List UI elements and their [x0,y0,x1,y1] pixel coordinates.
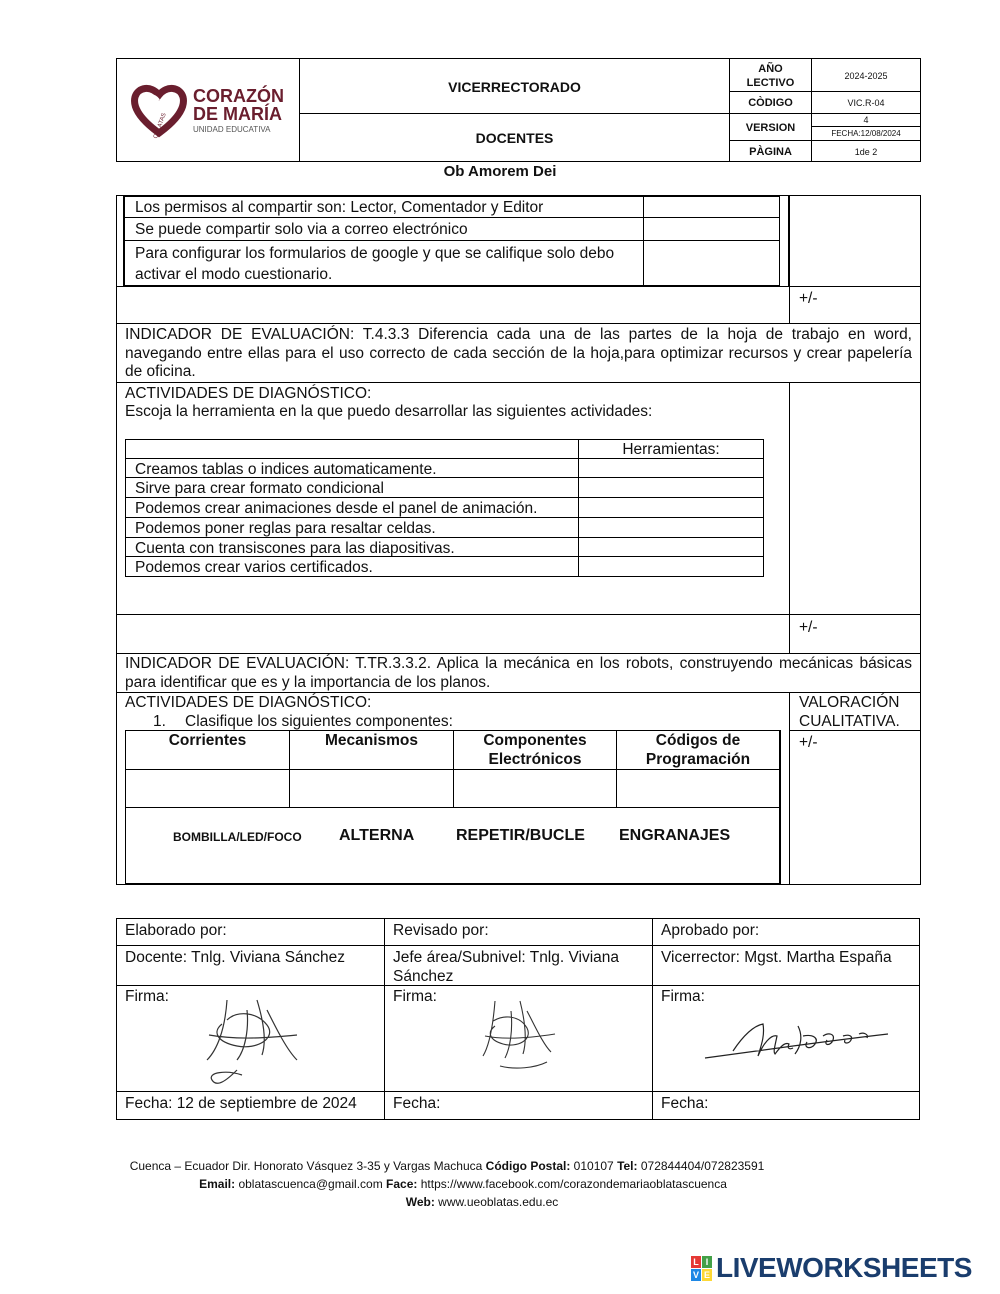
firma-cell-2 [384,985,653,1092]
sig-header: Revisado por: [384,918,653,946]
firma-label: Firma: [393,988,437,1005]
section1-blank-row [116,286,790,324]
classify-column-header [616,730,780,770]
section3-activities-title: ACTIVIDADES DE DIAGNÓSTICO: [125,694,372,711]
section1-score-column [789,195,921,287]
firma-label: Firma: [661,988,705,1005]
sig-header: Aprobado por: [652,918,920,946]
section3-right-strip [780,730,789,885]
logo-line3: UNIDAD EDUCATIVA [193,125,271,134]
statement-text: Se puede compartir solo via a correo electrónico [135,221,468,238]
drag-item-bombilla[interactable]: BOMBILLA/LED/FOCO [173,830,302,844]
tools-answer-cell-4[interactable] [578,517,764,538]
sig-header: Elaborado por: [116,918,385,946]
classify-column-header-line2: Electrónicos [488,751,582,768]
signature-2-icon [475,986,565,1086]
footer-postal: 010107 [570,1159,618,1173]
logo-tile-l: L [691,1256,701,1268]
logo-cell [116,58,300,162]
statement-text: Los permisos al compartir son: Lector, Comentador y Editor [135,199,544,216]
firma-cell-3 [652,985,920,1092]
classify-column-header [453,730,617,770]
header-title-vicerrectorado: VICERRECTORADO [299,58,730,114]
footer-line3 [0,1195,982,1209]
header-title-docentes [299,113,730,162]
section2-score: +/- [799,619,818,636]
footer-tel: 072844404/072823591 [637,1159,765,1173]
section3-score: +/- [799,734,818,751]
logo-tile-e: E [703,1270,710,1280]
sig-name: Vicerrector: Mgst. Martha España [652,945,920,986]
footer-face-label: Face: [386,1177,418,1191]
section2-activities-title: ACTIVIDADES DE DIAGNÓSTICO: [125,385,372,402]
drop-zone-componentes[interactable] [453,769,617,808]
footer-web: www.ueoblatas.edu.ec [434,1195,559,1209]
tools-row-label: Sirve para crear formato condicional [135,480,384,497]
classify-column-header [289,730,454,770]
tools-header-blank [125,439,579,459]
section1-left-strip [116,195,124,287]
section1-score: +/- [799,290,818,307]
value-version: 4 [811,113,921,127]
tools-row [125,556,579,577]
tools-row [125,537,579,557]
sig-name: Jefe área/Subnivel: Tnlg. Viviana Sánchez [384,945,653,986]
answer-cell-1[interactable] [643,196,780,218]
drag-item-alterna[interactable]: ALTERNA [339,827,415,844]
section1-right-strip [780,195,789,287]
drag-item-engranajes[interactable]: ENGRANAJES [619,827,731,844]
signature-3-icon [703,1006,893,1076]
valuation-label-line1: VALORACIÓN [799,694,900,711]
logo-tile-i: I [702,1256,712,1268]
label-ano-lectivo-text: AÑO LECTIVO [746,63,795,89]
sig-date: Fecha: [384,1091,653,1120]
value-version-date: FECHA:12/08/2024 [811,126,921,141]
tools-answer-cell-3[interactable] [578,497,764,518]
section3-indicator: INDICADOR DE EVALUACIÓN: T.TR.3.3.2. Aplica la mecánica en los robots, construyendo mecánicas básicas para identificar que es y la importancia de los planos. [125,655,912,691]
tools-row [125,497,579,518]
sig-date: Fecha: [652,1091,920,1120]
value-codigo: VIC.R-04 [811,91,921,114]
footer-face: https://www.facebook.com/corazondemariaoblatascuenca [417,1177,727,1191]
label-codigo: CÒDIGO [729,91,812,114]
drop-zone-corrientes[interactable] [125,769,290,808]
footer-postal-label: Código Postal: [485,1159,571,1173]
signature-1-icon [197,980,317,1092]
section3-instruction: Clasifique los siguientes componentes: [185,713,453,730]
logo-tile-v: V [692,1270,699,1280]
tools-row-label: Podemos crear animaciones desde el panel de animación. [135,500,538,517]
firma-cell-1 [116,985,385,1092]
logo-ring-text: OBLATAS [152,112,168,140]
section2-indicator: INDICADOR DE EVALUACIÓN: T.4.3.3 Diferencia cada una de las partes de la hoja de trabajo en word, navegando entre ellas para el uso correcto de cada sección de la hoja,para optimizar recursos y crear papelería de oficina. [125,326,912,380]
classify-column-header-line2: Programación [645,751,751,768]
value-pagina: 1de 2 [811,140,921,162]
tools-column-header: Herramientas: [578,439,764,459]
tools-row-label: Podemos crear varios certificados. [135,559,373,576]
classify-column-header-line1: Corrientes [168,732,247,749]
footer-line2 [0,1177,963,1191]
classify-column-header-line1: Mecanismos [324,732,419,749]
label-pagina: PÀGINA [729,140,812,162]
valuation-divider [789,730,921,731]
tools-row-label: Creamos tablas o indices automaticamente. [135,461,437,478]
tools-answer-cell-6[interactable] [578,556,764,577]
logo-line1: CORAZÓN [193,86,284,106]
valuation-label-line2: CUALITATIVA. [799,713,900,730]
sig-name: Docente: Tnlg. Viviana Sánchez [116,945,385,986]
footer-line1 [0,1159,947,1173]
drag-items-area [125,807,780,884]
statement-text: Para configurar los formularios de google y que se califique solo debo activar el modo cuestionario. [135,245,615,283]
firma-label: Firma: [125,988,169,1005]
liveworksheets-logo-icon [691,1256,713,1282]
footer-tel-label: Tel: [617,1159,638,1173]
tools-answer-cell-2[interactable] [578,477,764,498]
tools-row-label: Cuenta con transiscones para las diapositivas. [135,540,455,557]
footer-email: oblatascuenca@gmail.com [235,1177,387,1191]
tools-row [125,458,579,478]
section2-instruction: Escoja la herramienta en la que puedo desarrollar las siguientes actividades: [125,403,653,420]
drop-zone-mecanismos[interactable] [289,769,454,808]
classify-column-header-line1: Componentes [483,732,587,749]
classify-column-header-line1: Códigos de [655,732,741,749]
label-ano-lectivo [729,58,812,92]
footer-web-label: Web: [405,1195,435,1209]
label-version: VERSION [729,113,812,141]
section2-blank-row [116,614,790,654]
footer-address: Cuenca – Ecuador Dir. Honorato Vásquez 3-35 y Vargas Machuca [129,1159,486,1173]
tools-row [125,517,579,538]
sig-date: Fecha: 12 de septiembre de 2024 [116,1091,385,1120]
section3-instruction-number: 1. [153,713,166,730]
answer-cell-2[interactable] [643,217,780,241]
logo-line2: DE MARÍA [193,104,282,124]
tools-row [125,477,579,498]
motto: Ob Amorem Dei [443,163,557,180]
drag-item-repetir[interactable]: REPETIR/BUCLE [456,827,585,844]
drop-zone-codigos[interactable] [616,769,780,808]
tools-answer-cell-5[interactable] [578,537,764,557]
footer-email-label: Email: [199,1177,236,1191]
liveworksheets-watermark: LIVEWORKSHEETS [716,1252,972,1283]
tools-answer-cell-1[interactable] [578,458,764,478]
header-title-docentes-text: DOCENTES [475,130,554,146]
tools-row-label: Podemos poner reglas para resaltar celdas. [135,520,436,537]
classify-column-header [125,730,290,770]
value-ano-lectivo: 2024-2025 [811,58,921,92]
section2-score-column [789,382,921,615]
answer-cell-3[interactable] [643,240,780,286]
